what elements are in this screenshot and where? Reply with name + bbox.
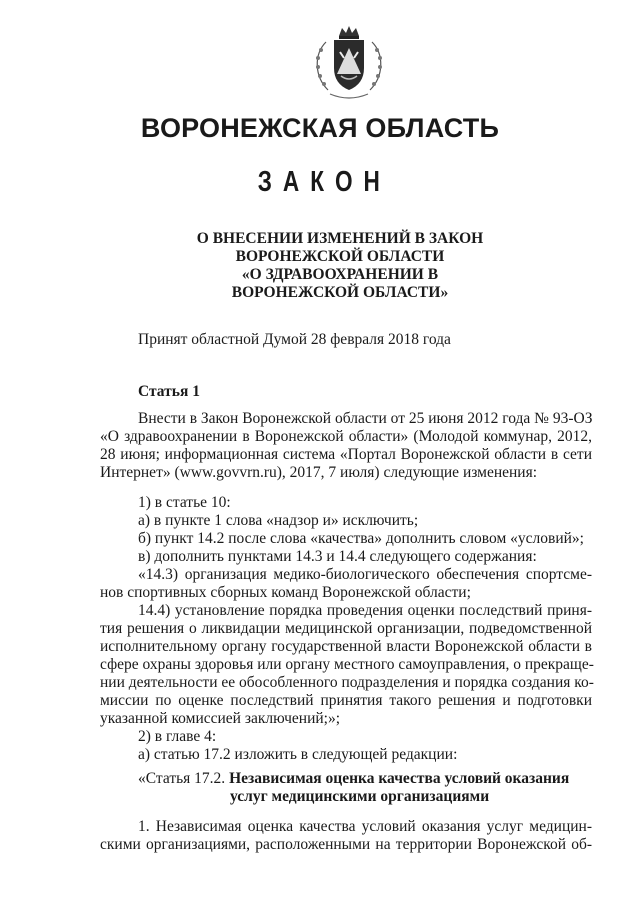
new-article-number: «Статья 17.2.: [138, 770, 226, 787]
paragraph-14-4-line: исполнительному органу государственной власти Воронежской области в: [100, 638, 592, 655]
article-intro-line: 28 июня; информационная система «Портал Воронежской области в сети: [100, 446, 592, 463]
law-title-line: ВОРОНЕЖСКОЙ ОБЛАСТИ: [235, 248, 445, 265]
article-heading: Статья 1: [138, 383, 200, 400]
new-article-paragraph-line: 1. Независимая оценка качества условий оказания услуг медицин-: [138, 818, 592, 835]
new-article-paragraph-line: скими организациями, расположенными на территории Воронежской об-: [100, 836, 592, 853]
article-intro-line: Внести в Закон Воронежской области от 25 июня 2012 года № 93-ОЗ: [138, 410, 593, 427]
article-intro-line: «О здравоохранении в Воронежской области» (Молодой коммунар, 2012,: [100, 428, 592, 445]
law-title-line: ВОРОНЕЖСКОЙ ОБЛАСТИ»: [231, 284, 449, 301]
new-article-heading: [138, 770, 569, 788]
paragraph-14-4-line: указанной комиссией заключений;»;: [100, 710, 341, 727]
new-article-title: Независимая оценка качества условий оказания: [229, 770, 570, 787]
paragraph-14-4-line: 14.4) установление порядка проведения оценки последствий приня-: [138, 602, 592, 619]
law-title-line: «О ЗДРАВООХРАНЕНИИ В: [241, 266, 439, 283]
amendment-item: 2) в главе 4:: [138, 728, 217, 745]
paragraph-14-3-line: «14.3) организация медико-биологического обеспечения спортсме-: [138, 566, 592, 583]
amendment-item: а) статью 17.2 изложить в следующей редакции:: [138, 746, 458, 763]
amendment-item: б) пункт 14.2 после слова «качества» дополнить словом «условий»;: [138, 530, 584, 547]
law-title-line: О ВНЕСЕНИИ ИЗМЕНЕНИЙ В ЗАКОН: [196, 230, 484, 247]
paragraph-14-4-line: миссии по оценке последствий принятия такого решения и подготовки: [100, 692, 592, 709]
amendment-item: в) дополнить пунктами 14.3 и 14.4 следующего содержания:: [138, 548, 537, 565]
amendment-item: а) в пункте 1 слова «надзор и» исключить;: [138, 512, 419, 529]
document-type: З А К О Н: [257, 166, 383, 198]
law-title: [160, 230, 520, 302]
paragraph-14-4-line: сфере охраны здоровья или органу местного самоуправления, о прекраще-: [100, 656, 594, 673]
voronezh-coat-of-arms-icon: [304, 24, 394, 102]
paragraph-14-3-line: нов спортивных сборных команд Воронежской области;: [100, 584, 471, 601]
region-name: ВОРОНЕЖСКАЯ ОБЛАСТЬ: [140, 113, 500, 143]
paragraph-14-4-line: тия решения о ликвидации медицинской организации, подведомственной: [100, 620, 592, 637]
adoption-date: Принят областной Думой 28 февраля 2018 года: [138, 331, 451, 348]
paragraph-14-4-line: нии деятельности ее обособленного подразделения и порядка создания ко-: [100, 674, 594, 691]
new-article-title: услуг медицинскими организациями: [230, 788, 490, 805]
article-intro-line: Интернет» (www.govvrn.ru), 2017, 7 июля) следующие изменения:: [100, 464, 538, 481]
amendment-item: 1) в статье 10:: [138, 494, 231, 511]
